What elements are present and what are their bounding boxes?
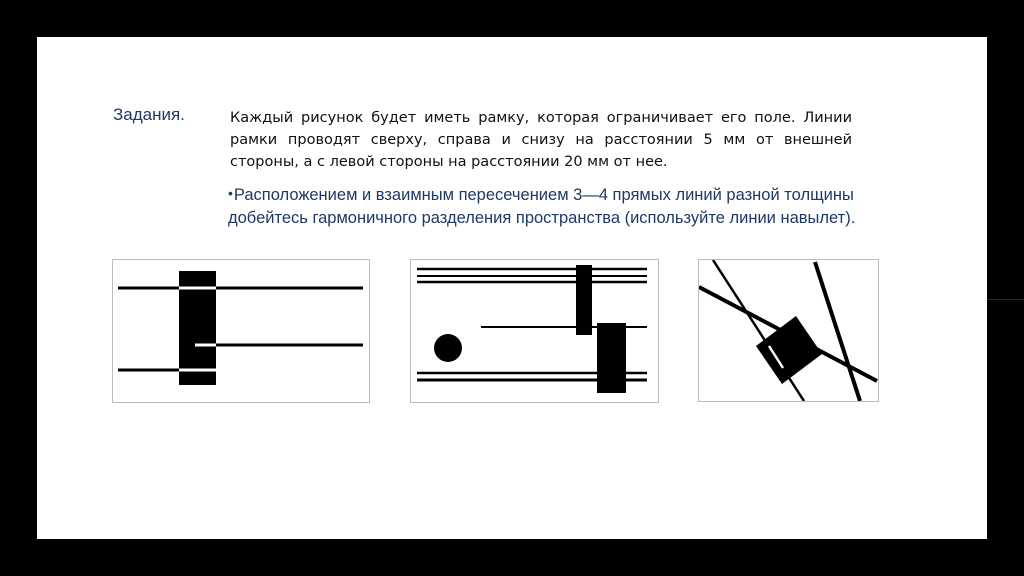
circle-mark [434, 334, 462, 362]
figure-composition-1 [112, 259, 370, 403]
bullet-icon: • [228, 185, 233, 201]
composition-1-drawing [113, 260, 369, 402]
side-divider [987, 299, 1024, 300]
slide-heading: Задания. [113, 105, 185, 124]
composition-2-drawing [411, 260, 658, 402]
lower-vertical-bar [597, 323, 626, 393]
upper-vertical-bar [576, 265, 592, 335]
bullet-text: Расположением и взаимным пересечением 3—4 прямых линий разной толщины добейтесь гармоничного разделения пространства (используйте линии навылет). [228, 186, 856, 227]
figure-composition-3 [698, 259, 879, 402]
composition-3-drawing [699, 260, 878, 401]
task-paragraph: Каждый рисунок будет иметь рамку, которая ограничивает его поле. Линии рамки проводят сверху, справа и снизу на расстоянии 5 мм от внешней стороны, а с левой стороны на расстоянии 20 мм от нее. [230, 110, 852, 170]
black-square [756, 316, 822, 384]
figure-composition-2 [410, 259, 659, 403]
bullet-paragraph [228, 182, 868, 229]
steep-diagonal [815, 262, 860, 401]
